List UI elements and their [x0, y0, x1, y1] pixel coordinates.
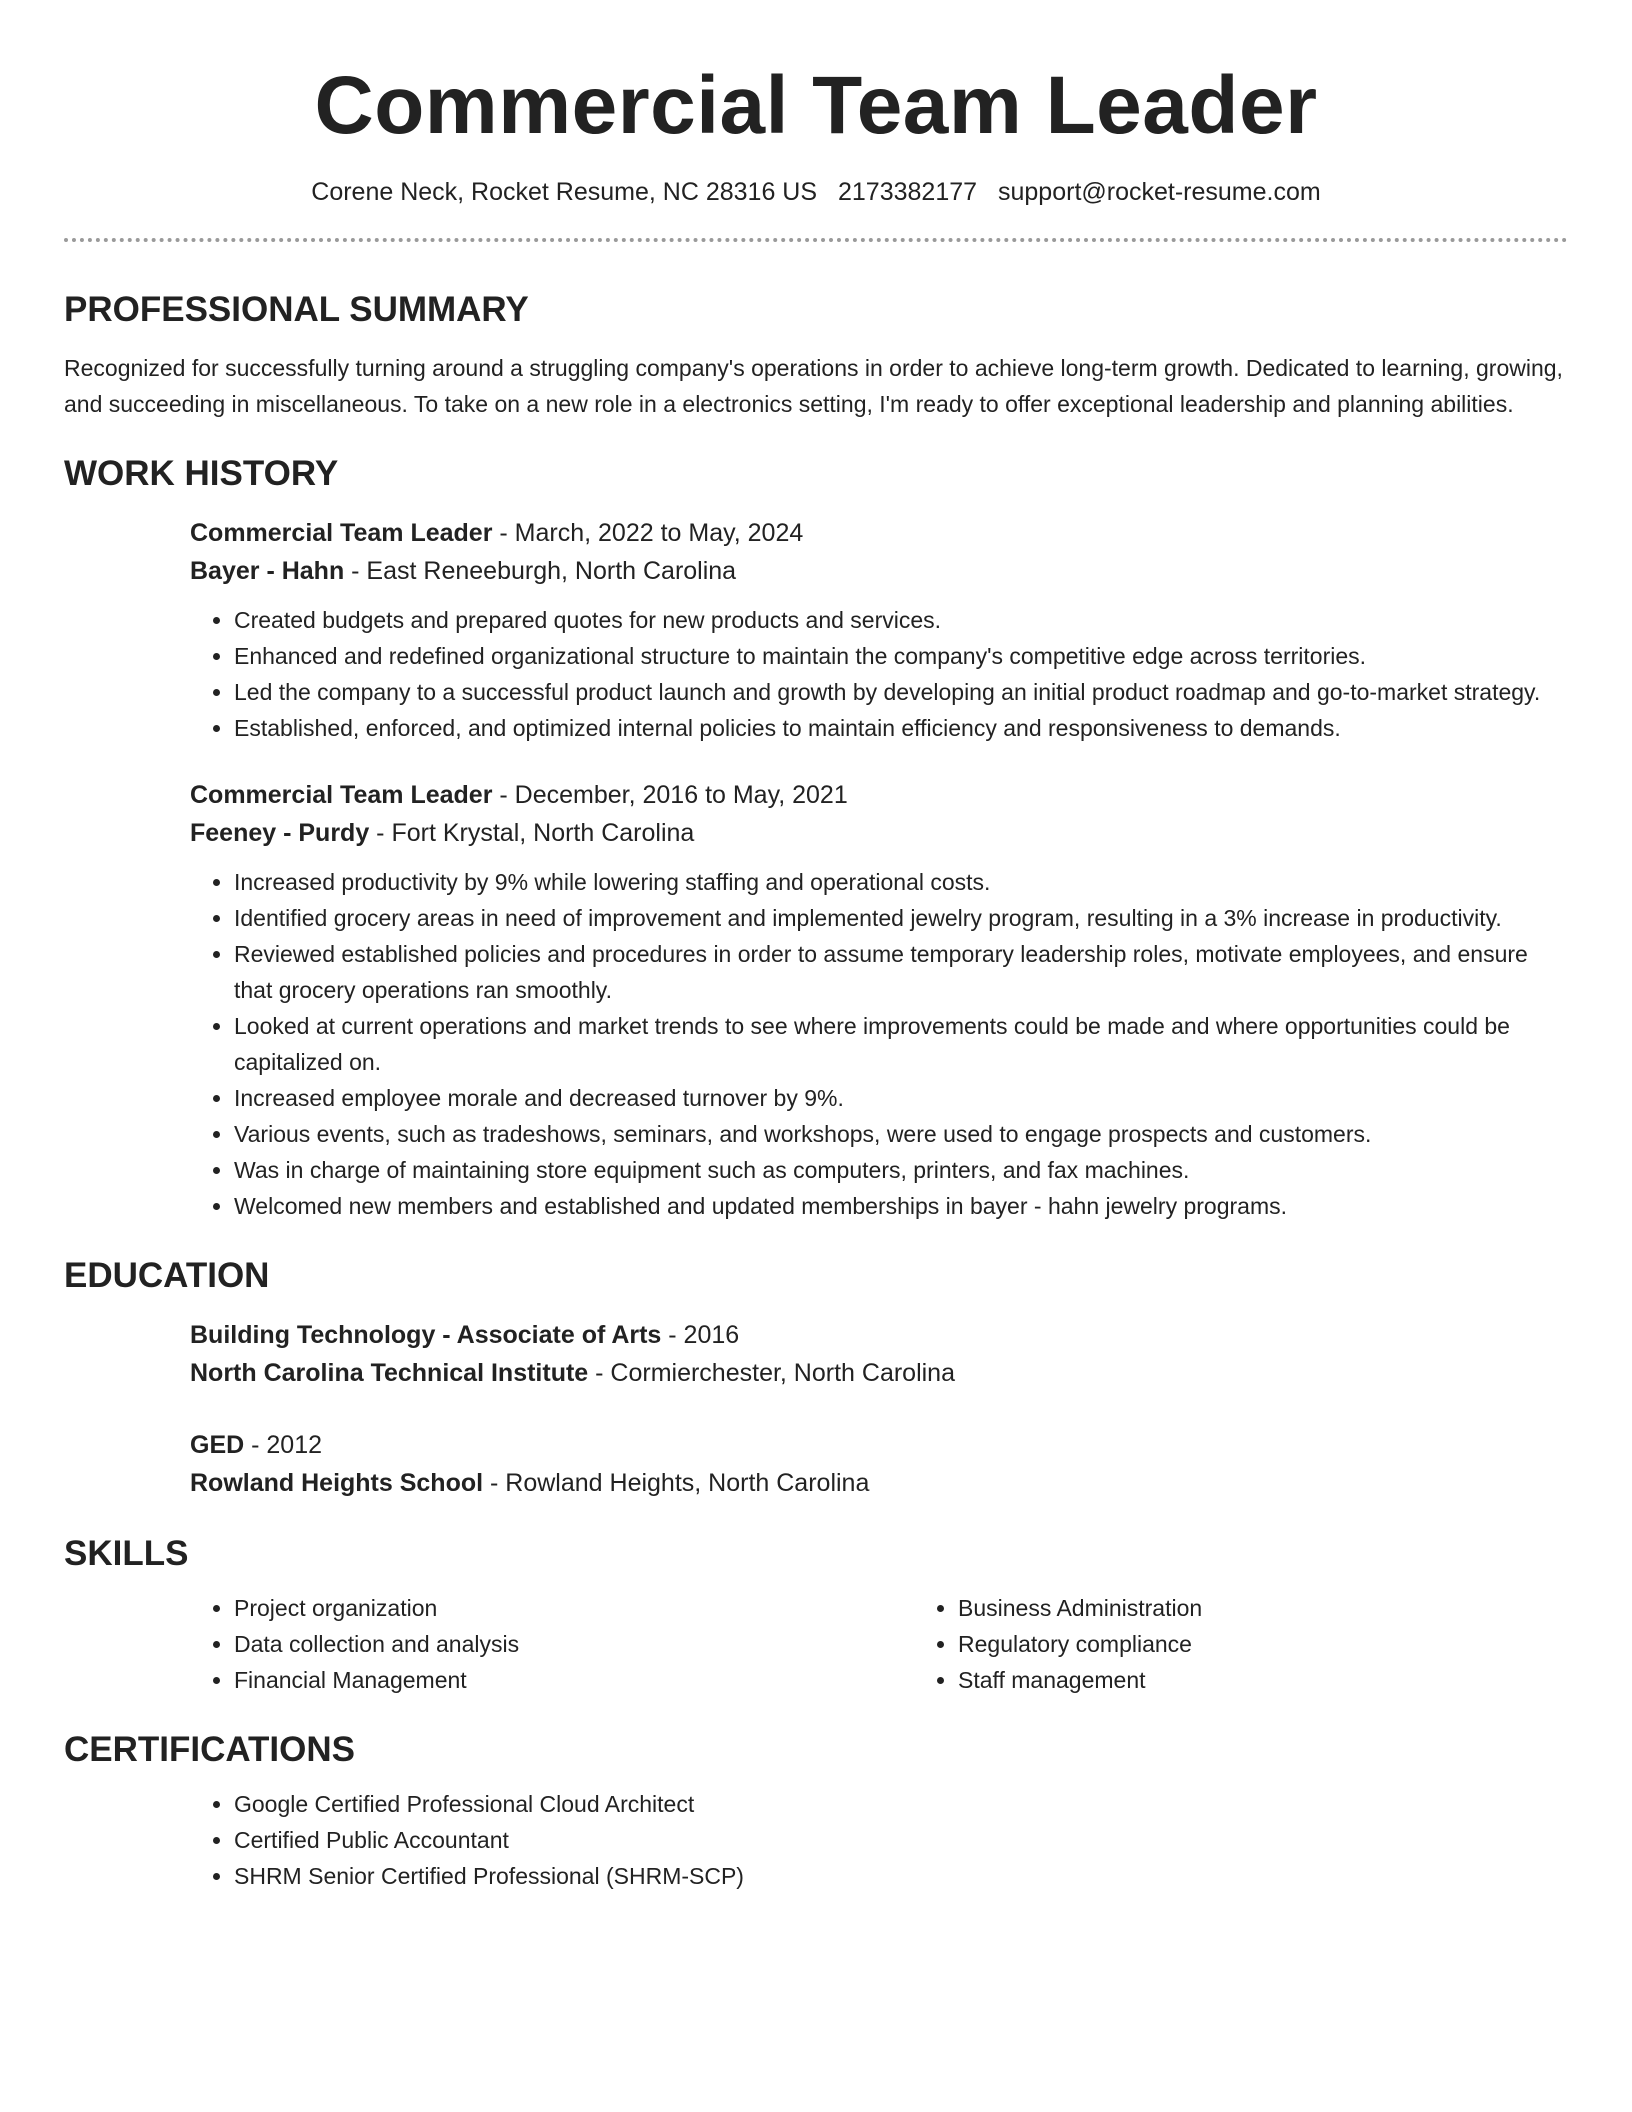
- education-section: [64, 1254, 1568, 1502]
- list-item: • Reviewed established policies and procedures in order to assume temporary leadership roles, motivate employees, and ensure that grocery operations ran smoothly.: [234, 936, 1568, 1008]
- list-item: • SHRM Senior Certified Professional (SHRM-SCP): [234, 1858, 1568, 1894]
- education-school: Rowland Heights School: [190, 1469, 484, 1497]
- job-title: Commercial Team Leader: [190, 519, 493, 547]
- job-company: Feeney - Purdy: [190, 819, 370, 847]
- job-title: Commercial Team Leader: [190, 781, 493, 809]
- contact-address: Corene Neck, Rocket Resume, NC 28316 US: [311, 178, 818, 206]
- contact-line: [64, 176, 1568, 208]
- list-item: • Certified Public Accountant: [234, 1822, 1568, 1858]
- certifications-heading: CERTIFICATIONS: [64, 1730, 356, 1769]
- list-item: • Increased employee morale and decreased turnover by 9%.: [234, 1080, 1568, 1116]
- education-degree: GED: [190, 1431, 245, 1459]
- education-entry: [190, 1426, 1568, 1502]
- skills-list-left: [190, 1590, 914, 1698]
- education-location: - Rowland Heights, North Carolina: [483, 1469, 870, 1497]
- work-section: [64, 452, 1568, 1224]
- work-heading: WORK HISTORY: [64, 454, 339, 493]
- contact-phone: 2173382177: [838, 178, 978, 206]
- job-location: - Fort Krystal, North Carolina: [369, 819, 695, 847]
- list-item: • Google Certified Professional Cloud Architect: [234, 1786, 1568, 1822]
- skills-heading: SKILLS: [64, 1534, 189, 1573]
- job-company: Bayer - Hahn: [190, 557, 345, 585]
- job-dates: - March, 2022 to May, 2024: [492, 519, 804, 547]
- list-item: • Enhanced and redefined organizational structure to maintain the company's competitive edge across territories.: [234, 638, 1568, 674]
- job-bullets: [190, 864, 1568, 1224]
- education-entry: [190, 1316, 1568, 1392]
- education-degree-line: [190, 1316, 1568, 1354]
- list-item: • Data collection and analysis: [234, 1626, 914, 1662]
- education-year: - 2016: [661, 1321, 740, 1349]
- summary-heading: PROFESSIONAL SUMMARY: [64, 290, 529, 329]
- education-school-line: [190, 1354, 1568, 1392]
- skills-section: [64, 1532, 1568, 1698]
- job-entry: [190, 776, 1568, 1224]
- job-location: - East Reneeburgh, North Carolina: [344, 557, 737, 585]
- job-bullets: [190, 602, 1568, 746]
- job-title-line: [190, 776, 1568, 814]
- list-item: • Was in charge of maintaining store equipment such as computers, printers, and fax machines.: [234, 1152, 1568, 1188]
- education-school: North Carolina Technical Institute: [190, 1359, 589, 1387]
- job-title-line: [190, 514, 1568, 552]
- job-company-line: [190, 552, 1568, 590]
- certifications-section: [64, 1728, 1568, 1894]
- certifications-block: [190, 1786, 1568, 1894]
- list-item: • Business Administration: [958, 1590, 1568, 1626]
- job-company-line: [190, 814, 1568, 852]
- list-item: • Project organization: [234, 1590, 914, 1626]
- resume-title: Commercial Team Leader: [314, 60, 1318, 151]
- job-entry: [190, 514, 1568, 746]
- education-degree-line: [190, 1426, 1568, 1464]
- certifications-list: [190, 1786, 1568, 1894]
- skills-list-right: [914, 1590, 1568, 1698]
- education-location: - Cormierchester, North Carolina: [588, 1359, 955, 1387]
- list-item: • Established, enforced, and optimized internal policies to maintain efficiency and responsiveness to demands.: [234, 710, 1568, 746]
- education-year: - 2012: [244, 1431, 323, 1459]
- list-item: • Regulatory compliance: [958, 1626, 1568, 1662]
- skills-grid: [190, 1576, 1568, 1698]
- list-item: • Staff management: [958, 1662, 1568, 1698]
- education-heading: EDUCATION: [64, 1256, 270, 1295]
- education-degree: Building Technology - Associate of Arts: [190, 1321, 662, 1349]
- list-item: • Identified grocery areas in need of improvement and implemented jewelry program, resulting in a 3% increase in productivity.: [234, 900, 1568, 936]
- summary-text: Recognized for successfully turning around a struggling company's operations in order to achieve long-term growth. Dedicated to learning, growing, and succeeding in miscellaneous. To take on a new role in a electronics setting, I'm ready to offer exceptional leadership and planning abilities.: [64, 355, 1563, 417]
- list-item: • Financial Management: [234, 1662, 914, 1698]
- list-item: • Welcomed new members and established and updated memberships in bayer - hahn jewelry programs.: [234, 1188, 1568, 1224]
- job-dates: - December, 2016 to May, 2021: [492, 781, 848, 809]
- summary-section: [64, 288, 1568, 422]
- list-item: • Increased productivity by 9% while lowering staffing and operational costs.: [234, 864, 1568, 900]
- list-item: • Created budgets and prepared quotes for new products and services.: [234, 602, 1568, 638]
- contact-email: support@rocket-resume.com: [998, 178, 1321, 206]
- education-school-line: [190, 1464, 1568, 1502]
- list-item: • Looked at current operations and market trends to see where improvements could be made and where opportunities could be capitalized on.: [234, 1008, 1568, 1080]
- list-item: • Various events, such as tradeshows, seminars, and workshops, were used to engage prospects and customers.: [234, 1116, 1568, 1152]
- header-divider: [64, 238, 1568, 242]
- list-item: • Led the company to a successful product launch and growth by developing an initial product roadmap and go-to-market strategy.: [234, 674, 1568, 710]
